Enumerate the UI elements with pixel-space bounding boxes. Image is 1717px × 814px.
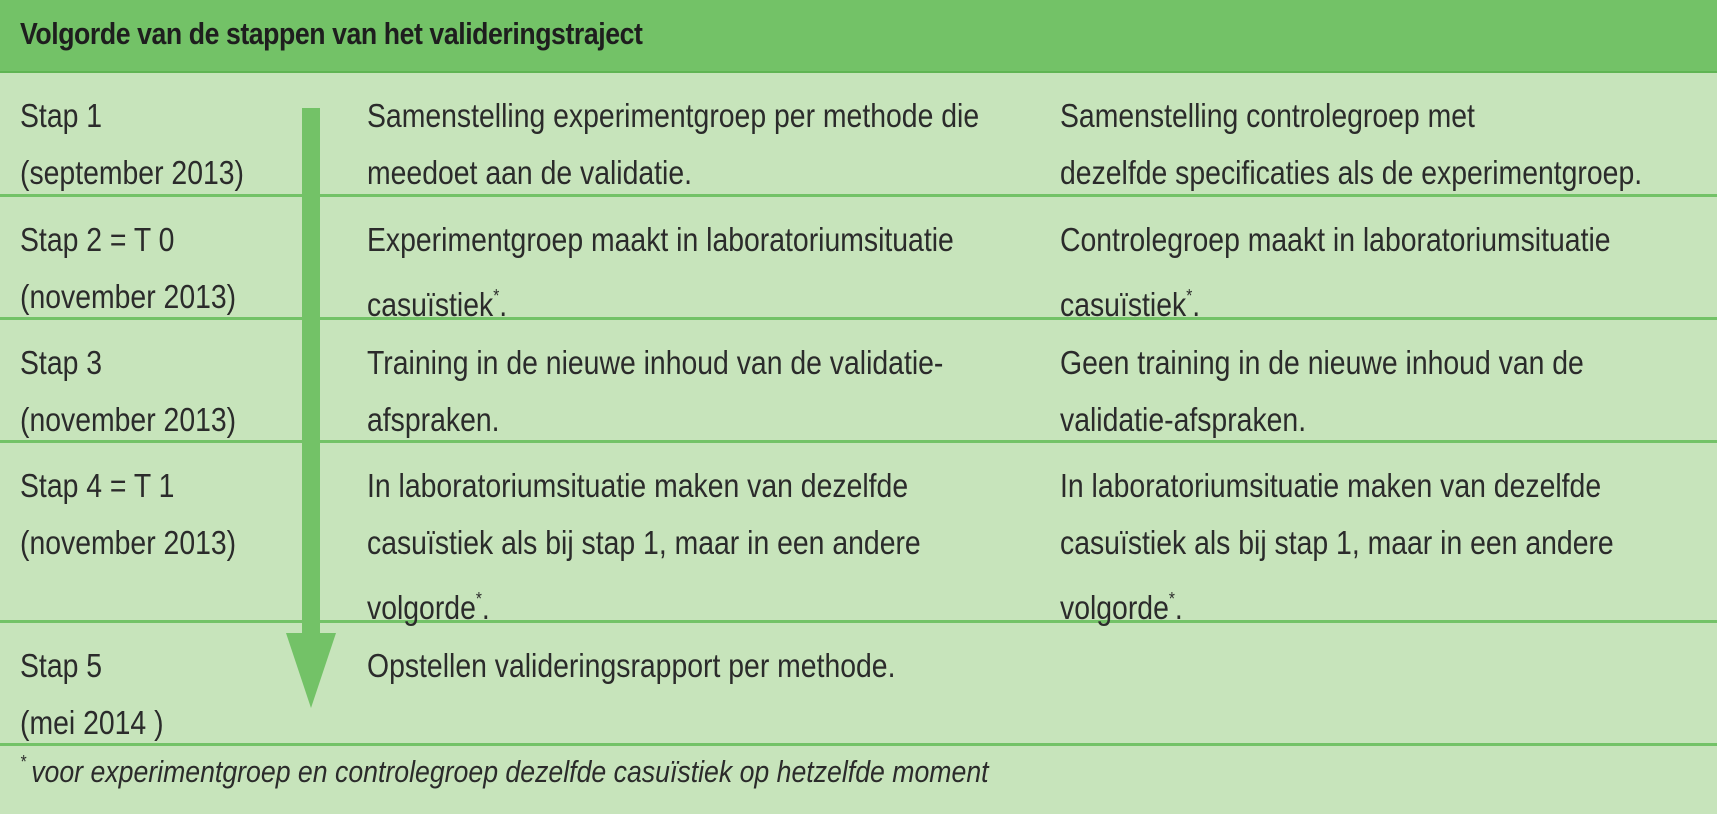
- step-cell: [20, 457, 236, 571]
- step-label: Stap 5: [20, 647, 103, 684]
- control-cell: [1060, 457, 1614, 636]
- step-cell: [20, 87, 244, 201]
- cell-line: afspraken.: [367, 401, 500, 438]
- cell-line: In laboratoriumsituatie maken van dezelfde: [367, 467, 909, 504]
- cell-line: Geen training in de nieuwe inhoud van de: [1060, 344, 1584, 381]
- cell-text: volgorde: [1060, 589, 1169, 626]
- cell-text: volgorde: [367, 589, 476, 626]
- footnote-mark: *: [1168, 589, 1175, 609]
- cell-line: Opstellen valideringsrapport per methode.: [367, 647, 896, 684]
- step-label: Stap 1: [20, 97, 103, 134]
- period: .: [481, 589, 490, 626]
- table-row: [0, 320, 1717, 443]
- period: .: [1174, 589, 1183, 626]
- step-date: (november 2013): [20, 401, 237, 438]
- table-title: Volgorde van de stappen van het valideringstraject: [20, 16, 643, 51]
- cell-line: casuïstiek als bij stap 1, maar in een andere: [367, 524, 921, 561]
- step-date: (november 2013): [20, 524, 237, 561]
- table-row: [0, 623, 1717, 746]
- cell-text: casuïstiek: [1060, 286, 1187, 323]
- footnote-mark: *: [1186, 286, 1193, 306]
- period: .: [499, 286, 508, 323]
- footnote-mark: *: [493, 286, 500, 306]
- experiment-cell: [367, 87, 979, 201]
- cell-text: casuïstiek: [367, 286, 494, 323]
- footnote-text: voor experimentgroep en controlegroep dezelfde casuïstiek op hetzelfde moment: [31, 754, 989, 789]
- experiment-cell: [367, 211, 954, 333]
- step-cell: [20, 637, 164, 751]
- step-date: (mei 2014 ): [20, 704, 164, 741]
- cell-line: meedoet aan de validatie.: [367, 154, 693, 191]
- cell-line: validatie-afspraken.: [1060, 401, 1307, 438]
- step-date: (november 2013): [20, 278, 237, 315]
- cell-line: Experimentgroep maakt in laboratoriumsituatie: [367, 221, 954, 258]
- table-row: [0, 197, 1717, 323]
- cell-line: dezelfde specificaties als de experimentgroep.: [1060, 154, 1643, 191]
- control-cell: [1060, 334, 1584, 448]
- footnote-mark: *: [20, 752, 27, 772]
- period: .: [1192, 286, 1201, 323]
- step-cell: [20, 334, 236, 448]
- experiment-cell: [367, 334, 943, 448]
- table-row: [0, 73, 1717, 197]
- table-row: [0, 443, 1717, 626]
- cell-line: Samenstelling experimentgroep per methode die: [367, 97, 980, 134]
- control-cell: [1060, 211, 1611, 333]
- step-label: Stap 3: [20, 344, 103, 381]
- step-label: Stap 4 = T 1: [20, 467, 175, 504]
- control-cell: [1060, 87, 1642, 201]
- table-header: [0, 0, 1717, 73]
- footnote-mark: *: [475, 589, 482, 609]
- cell-line: Controlegroep maakt in laboratoriumsituatie: [1060, 221, 1611, 258]
- experiment-cell: [367, 457, 921, 636]
- arrow-down-icon: [286, 108, 336, 708]
- footnote: [20, 752, 989, 790]
- step-date: (september 2013): [20, 154, 245, 191]
- step-label: Stap 2 = T 0: [20, 221, 175, 258]
- step-cell: [20, 211, 236, 325]
- cell-line: Samenstelling controlegroep met: [1060, 97, 1475, 134]
- cell-line: casuïstiek als bij stap 1, maar in een andere: [1060, 524, 1614, 561]
- cell-line: In laboratoriumsituatie maken van dezelfde: [1060, 467, 1602, 504]
- cell-line: Training in de nieuwe inhoud van de validatie-: [367, 344, 944, 381]
- experiment-cell: [367, 637, 895, 694]
